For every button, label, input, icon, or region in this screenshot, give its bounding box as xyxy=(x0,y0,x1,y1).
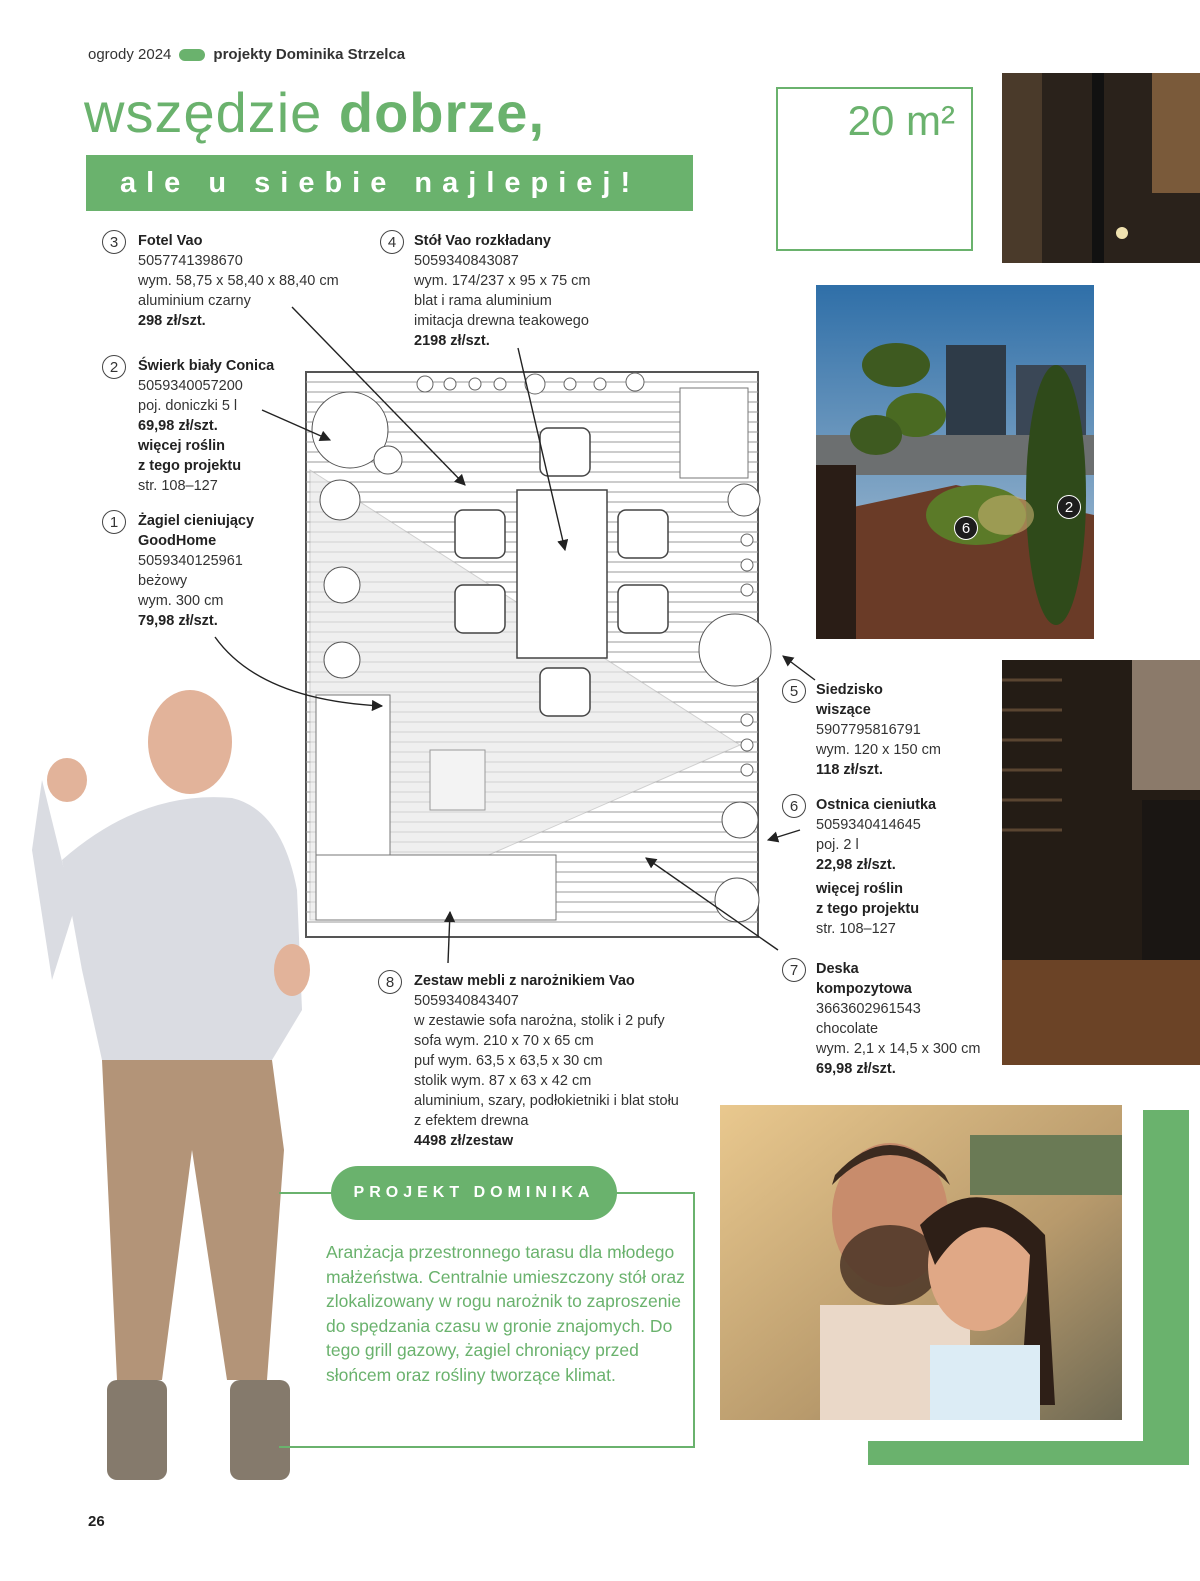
designer-photo xyxy=(22,680,322,1500)
product-name: Deska kompozytowa xyxy=(816,961,912,997)
page-number: 26 xyxy=(88,1513,105,1530)
product-ean: 5057741398670 xyxy=(138,253,243,269)
product-dimensions: wym. 58,75 x 58,40 x 88,40 cm xyxy=(138,273,339,289)
author-label: projekty Dominika Strzelca xyxy=(213,46,406,63)
product-color: beżowy xyxy=(138,573,188,589)
product-ean: 5059340414645 xyxy=(816,817,921,833)
product-price: 118 zł/szt. xyxy=(816,762,883,778)
more-plants-line-1: więcej roślin xyxy=(138,438,226,454)
title-bold: dobrze, xyxy=(338,81,546,144)
product-material: aluminium, szary, podłokietniki i blat stołu xyxy=(414,1093,679,1109)
marker-6: 6 xyxy=(782,794,806,818)
product-dimensions: wym. 120 x 150 cm xyxy=(816,742,941,758)
decor-bar-vertical xyxy=(1143,1110,1189,1465)
product-siedzisko xyxy=(816,680,986,780)
product-name: Zestaw mebli z narożnikiem Vao xyxy=(414,973,635,989)
product-ean: 3663602961543 xyxy=(816,1001,921,1017)
title-light: wszędzie xyxy=(84,81,323,144)
product-material-2: z efektem drewna xyxy=(414,1113,529,1129)
section-pill-icon xyxy=(179,49,205,61)
product-sofa-dimensions: sofa wym. 210 x 70 x 65 cm xyxy=(414,1033,594,1049)
section-label: ogrody 2024 xyxy=(88,46,172,63)
marker-7: 7 xyxy=(782,958,806,982)
product-price: 4498 zł/zestaw xyxy=(414,1133,514,1149)
decor-bar-horizontal xyxy=(868,1441,1189,1465)
product-swierk xyxy=(138,356,308,496)
page-title xyxy=(84,80,545,145)
marker-8: 8 xyxy=(378,970,402,994)
product-fotel-vao xyxy=(138,231,378,331)
area-value: 20 m² xyxy=(847,97,955,144)
product-zagiel xyxy=(138,511,278,631)
photo-terrace-night-top-image xyxy=(1002,73,1200,263)
photo-terrace-night-bottom-image xyxy=(1002,660,1200,1065)
product-material-2: imitacja drewna teakowego xyxy=(414,313,589,329)
subtitle-banner: ale u siebie najlepiej! xyxy=(86,155,693,211)
product-name: Siedzisko wiszące xyxy=(816,682,883,718)
project-description: Aranżacja przestronnego tarasu dla młodego małżeństwa. Centralnie umieszczony stół oraz zlokalizowany w rogu narożnik to zaproszenie do spędzania czasu w gronie znajomych. Do tego grill gazowy, żagiel chroniący przed słońcem oraz rośliny tworzące klimat. xyxy=(326,1242,685,1385)
product-zestaw-mebli xyxy=(414,971,714,1151)
product-stol-vao xyxy=(414,231,664,351)
product-price: 69,98 zł/szt. xyxy=(138,418,218,434)
more-plants-ref: str. 108–127 xyxy=(816,921,896,937)
product-ean: 5059340057200 xyxy=(138,378,243,394)
marker-5: 5 xyxy=(782,679,806,703)
product-dimensions: wym. 2,1 x 14,5 x 300 cm xyxy=(816,1041,981,1057)
product-ean: 5907795816791 xyxy=(816,722,921,738)
area-box xyxy=(776,87,973,251)
product-capacity: poj. doniczki 5 l xyxy=(138,398,238,414)
product-ean: 5059340843407 xyxy=(414,993,519,1009)
more-plants-line-1: więcej roślin xyxy=(816,881,904,897)
project-tag: PROJEKT DOMINIKA xyxy=(331,1166,617,1220)
product-ostnica xyxy=(816,795,986,939)
photo-terrace xyxy=(816,285,1094,639)
marker-2: 2 xyxy=(102,355,126,379)
product-name: Żagiel cieniujący GoodHome xyxy=(138,513,255,549)
marker-4: 4 xyxy=(380,230,404,254)
marker-1: 1 xyxy=(102,510,126,534)
product-material: blat i rama aluminium xyxy=(414,293,552,309)
product-color: chocolate xyxy=(816,1021,879,1037)
more-plants-line-2: z tego projektu xyxy=(138,458,242,474)
product-price: 2198 zł/szt. xyxy=(414,333,490,349)
product-name: Świerk biały Conica xyxy=(138,358,275,374)
product-price: 298 zł/szt. xyxy=(138,313,206,329)
more-plants-line-2: z tego projektu xyxy=(816,901,920,917)
photo-couple xyxy=(720,1105,1122,1420)
product-dimensions: wym. 300 cm xyxy=(138,593,224,609)
photo-marker-6: 6 xyxy=(954,516,978,540)
marker-3: 3 xyxy=(102,230,126,254)
product-material: aluminium czarny xyxy=(138,293,251,309)
product-name: Fotel Vao xyxy=(138,233,203,249)
photo-marker-2: 2 xyxy=(1057,495,1081,519)
product-price: 22,98 zł/szt. xyxy=(816,857,896,873)
photo-terrace-night-top xyxy=(1002,73,1200,263)
product-ean: 5059340843087 xyxy=(414,253,519,269)
product-dimensions: wym. 174/237 x 95 x 75 cm xyxy=(414,273,591,289)
product-capacity: poj. 2 l xyxy=(816,837,859,853)
product-price: 69,98 zł/szt. xyxy=(816,1061,896,1077)
product-deska xyxy=(816,959,996,1079)
product-table-dimensions: stolik wym. 87 x 63 x 42 cm xyxy=(414,1073,592,1089)
product-puf-dimensions: puf wym. 63,5 x 63,5 x 30 cm xyxy=(414,1053,603,1069)
product-ean: 5059340125961 xyxy=(138,553,243,569)
terrace-photo-image xyxy=(816,285,1094,639)
product-name: Stół Vao rozkładany xyxy=(414,233,551,249)
section-header xyxy=(88,46,405,63)
product-name: Ostnica cieniutka xyxy=(816,797,937,813)
couple-photo-image xyxy=(720,1105,1122,1420)
photo-terrace-night-bottom xyxy=(1002,660,1200,1065)
product-contents: w zestawie sofa narożna, stolik i 2 pufy xyxy=(414,1013,665,1029)
more-plants-ref: str. 108–127 xyxy=(138,478,218,494)
terrace-plan xyxy=(300,360,800,960)
product-price: 79,98 zł/szt. xyxy=(138,613,218,629)
